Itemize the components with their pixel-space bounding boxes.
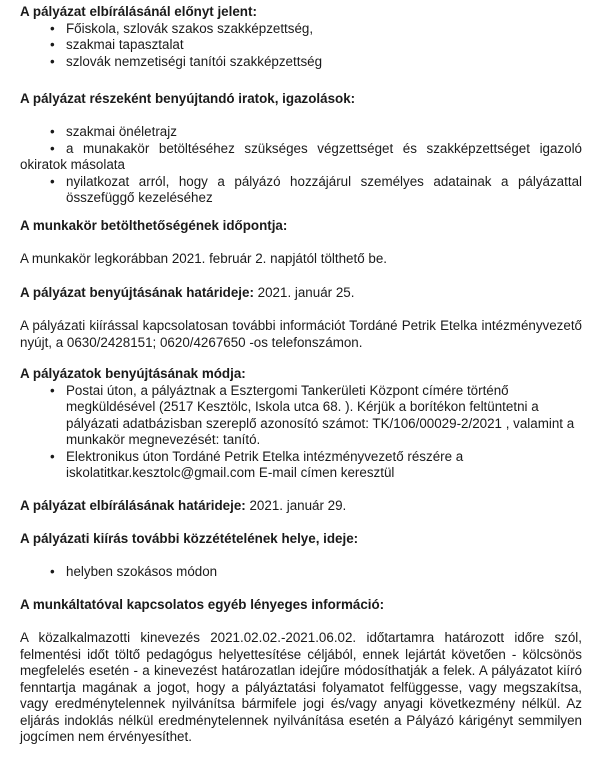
list-item xyxy=(20,174,582,207)
start-date-text: A munkakör legkorábban 2021. február 2. napjától tölthető be. xyxy=(20,251,388,266)
evaluation-value: 2021. január 29. xyxy=(245,498,347,513)
submission-section xyxy=(20,366,582,482)
bullet: • xyxy=(50,448,55,464)
list-item-text: Elektronikus úton Tordáné Petrik Etelka intézményvezető részére a iskolatitkar.kesztolc@gmail.com E-mail címen keresztül xyxy=(66,448,464,480)
publication-list-wrap xyxy=(20,564,582,581)
list-item xyxy=(20,124,582,141)
other-text: A közalkalmazotti kinevezés 2021.02.02.-2021.06.02. időtartamra határozott időre szól, felmentési időt töltő pedagógus helyettesítése céljából, ennek lejártát követően - kölcsönös megfelelés esetén - a kinevezést határozatlan idejűre módosíthatják a felek. A pályázatot kiíró fenntartja magának a jogot, hogy a pályáztatási folyamatot felfüggesse, vagy megszakítsa, vagy eredménytelennek nyilvánítsa bármifele jogi és/vagy anyagi következmény nélkül. Az eljárás indoklás nélkül eredménytelennek nyilvánítása esetén a Pályázó kárigényt semmilyen jogcímen nem érvényesíthet. xyxy=(20,630,582,744)
list-item xyxy=(20,383,586,449)
start-date-section xyxy=(20,218,582,235)
submission-list xyxy=(20,383,582,482)
start-date-text-wrap xyxy=(20,251,582,268)
documents-list-wrap xyxy=(20,124,582,207)
publication-section xyxy=(20,531,582,548)
list-item xyxy=(20,21,582,38)
bullet: • xyxy=(50,382,55,398)
bullet: • xyxy=(50,20,55,36)
info-section xyxy=(20,318,582,351)
list-item-text: Postai úton, a pályáztnak a Esztergomi Tankerületi Központ címére történő megküldésével (2517 Kesztölc, Iskola utca 68. ). Kérjük a borítékon feltüntetni a pályázati adatbázisban szereplő azonosító számot: TK/106/00029-2/2021 , valamint a munkakör megnevezését: tanító. xyxy=(66,382,575,447)
list-item-text: szakmai tapasztalat xyxy=(66,37,184,52)
deadline-value: 2021. január 25. xyxy=(253,285,355,300)
bullet: • xyxy=(50,37,55,52)
list-item xyxy=(20,37,582,54)
list-item-text: a munakakör betöltéséhez szükséges végzettséget és szakképzettséget igazoló okiratok másolata xyxy=(20,140,582,172)
evaluation-label: A pályázat elbírálásának határideje: xyxy=(20,498,246,513)
list-item-text: Főiskola, szlovák szakos szakképzettség, xyxy=(66,20,314,36)
list-item xyxy=(20,141,582,174)
documents-list xyxy=(20,124,582,207)
other-section xyxy=(20,597,582,614)
list-item xyxy=(20,54,582,71)
evaluation-section xyxy=(20,498,582,515)
bullet: • xyxy=(50,124,55,139)
start-date-heading: A munkakör betölthetőségének időpontja: xyxy=(20,218,288,233)
bullet: • xyxy=(50,140,55,156)
bullet: • xyxy=(50,564,55,579)
documents-heading: A pályázat részeként benyújtandó iratok, igazolások: xyxy=(20,91,356,106)
deadline-section xyxy=(20,285,582,302)
list-item-text: szlovák nemzetiségi tanítói szakképzettség xyxy=(66,53,323,69)
advantage-list xyxy=(20,21,582,71)
advantage-section xyxy=(20,4,582,70)
list-item xyxy=(20,564,582,581)
bullet: • xyxy=(50,173,55,189)
other-heading: A munkáltatóval kapcsolatos egyéb lényeges információ: xyxy=(20,597,385,612)
list-item xyxy=(20,449,536,482)
deadline-label: A pályázat benyújtásának határideje: xyxy=(20,285,254,300)
advantage-heading: A pályázat elbírálásánál előnyt jelent: xyxy=(20,4,257,19)
documents-section xyxy=(20,91,582,108)
list-item-text: nyilatkozat arról, hogy a pályázó hozzájárul személyes adatainak a pályázattal összefüggő kezeléséhez xyxy=(66,173,582,205)
bullet: • xyxy=(50,53,55,69)
list-item-text: szakmai önéletrajz xyxy=(66,124,177,139)
other-text-wrap xyxy=(20,630,582,746)
publication-list xyxy=(20,564,582,581)
publication-heading: A pályázati kiírás további közzétételének helye, ideje: xyxy=(20,531,359,546)
submission-heading: A pályázatok benyújtásának módja: xyxy=(20,366,246,381)
info-text: A pályázati kiírással kapcsolatosan további információt Tordáné Petrik Etelka intézményvezető nyújt, a 0630/2428151; 0620/4267650 -os telefonszámon. xyxy=(20,318,582,350)
list-item-text: helyben szokásos módon xyxy=(66,564,218,579)
